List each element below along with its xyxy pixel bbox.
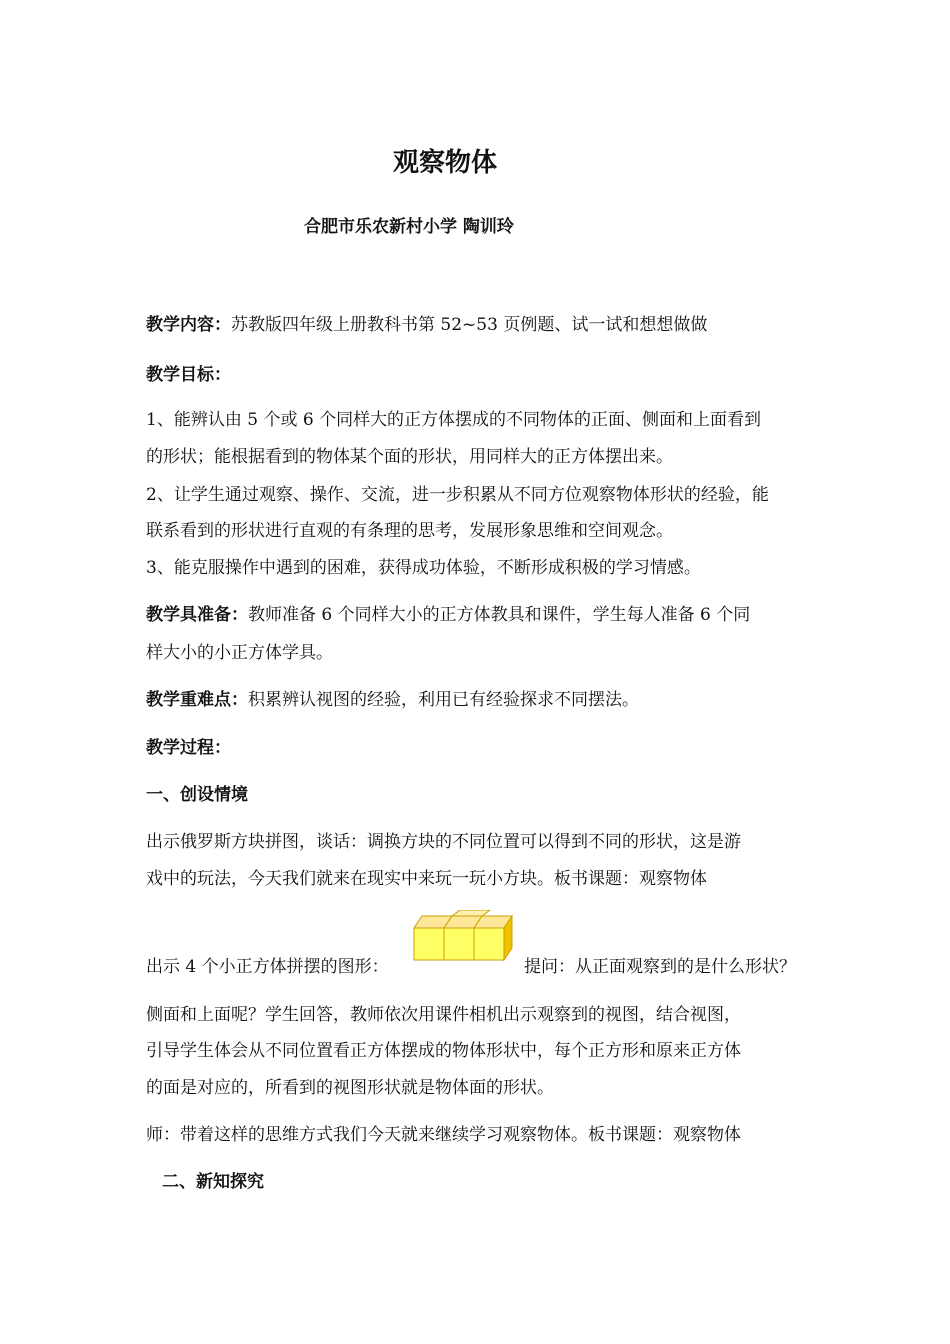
- tools-line1: 教师准备 6 个同样大小的正方体教具和课件，学生每人准备 6 个同: [248, 605, 751, 625]
- goal2-line1: 2、让学生通过观察、操作、交流，进一步积累从不同方位观察物体形状的经验，能: [146, 485, 769, 505]
- section2-heading: 二、新知探究: [162, 1172, 264, 1192]
- content-label: 教学内容：: [146, 315, 231, 335]
- content-text: 苏教版四年级上册教科书第 52~53 页例题、试一试和想想做做: [231, 315, 708, 335]
- p3-line3: 的面是对应的，所看到的视图形状就是物体面的形状。: [146, 1078, 554, 1098]
- p1-line1: 出示俄罗斯方块拼图，谈话：调换方块的不同位置可以得到不同的形状，这是游: [146, 832, 741, 852]
- cube-front-2: [444, 928, 474, 960]
- goal2-line2: 联系看到的形状进行直观的有条理的思考，发展形象思维和空间观念。: [146, 521, 673, 541]
- goal1-line1: 1、能辨认由 5 个或 6 个同样大的正方体摆成的不同物体的正面、侧面和上面看到: [146, 410, 762, 430]
- tools-label: 教学具准备：: [146, 605, 248, 625]
- p3-line2: 引导学生体会从不同位置看正方体摆成的物体形状中，每个正方形和原来正方体: [146, 1041, 741, 1061]
- section1-heading: 一、创设情境: [146, 785, 248, 805]
- key-text: 积累辨认视图的经验，利用已有经验探求不同摆法。: [248, 690, 639, 710]
- author-line: 合肥市乐农新村小学 陶训玲: [304, 217, 514, 237]
- cube-front-3: [474, 928, 504, 960]
- goal1-line2: 的形状；能根据看到的物体某个面的形状，用同样大的正方体摆出来。: [146, 447, 673, 467]
- p1-line2: 戏中的玩法，今天我们就来在现实中来玩一玩小方块。板书课题：观察物体: [146, 869, 707, 889]
- p2-after: 提问：从正面观察到的是什么形状？: [524, 957, 796, 977]
- p4: 师：带着这样的思维方式我们今天就来继续学习观察物体。板书课题：观察物体: [146, 1125, 741, 1145]
- goal3: 3、能克服操作中遇到的困难，获得成功体验，不断形成积极的学习情感。: [146, 558, 701, 578]
- process-label: 教学过程：: [146, 738, 231, 758]
- content-paragraph: [146, 310, 707, 335]
- document-title: 观察物体: [392, 148, 497, 178]
- cube-front-1: [414, 928, 444, 960]
- goals-label: 教学目标：: [146, 365, 231, 385]
- key-paragraph: [146, 685, 639, 710]
- p2-before: 出示 4 个小正方体拼摆的图形：: [146, 957, 389, 977]
- key-label: 教学重难点：: [146, 690, 248, 710]
- tools-paragraph: [146, 600, 750, 625]
- p3-line1: 侧面和上面呢？学生回答，教师依次用课件相机出示观察到的视图，结合视图，: [146, 1005, 741, 1025]
- cube-top-4: [452, 910, 490, 916]
- cube-figure: [410, 910, 522, 968]
- tools-line2: 样大小的小正方体学具。: [146, 643, 333, 663]
